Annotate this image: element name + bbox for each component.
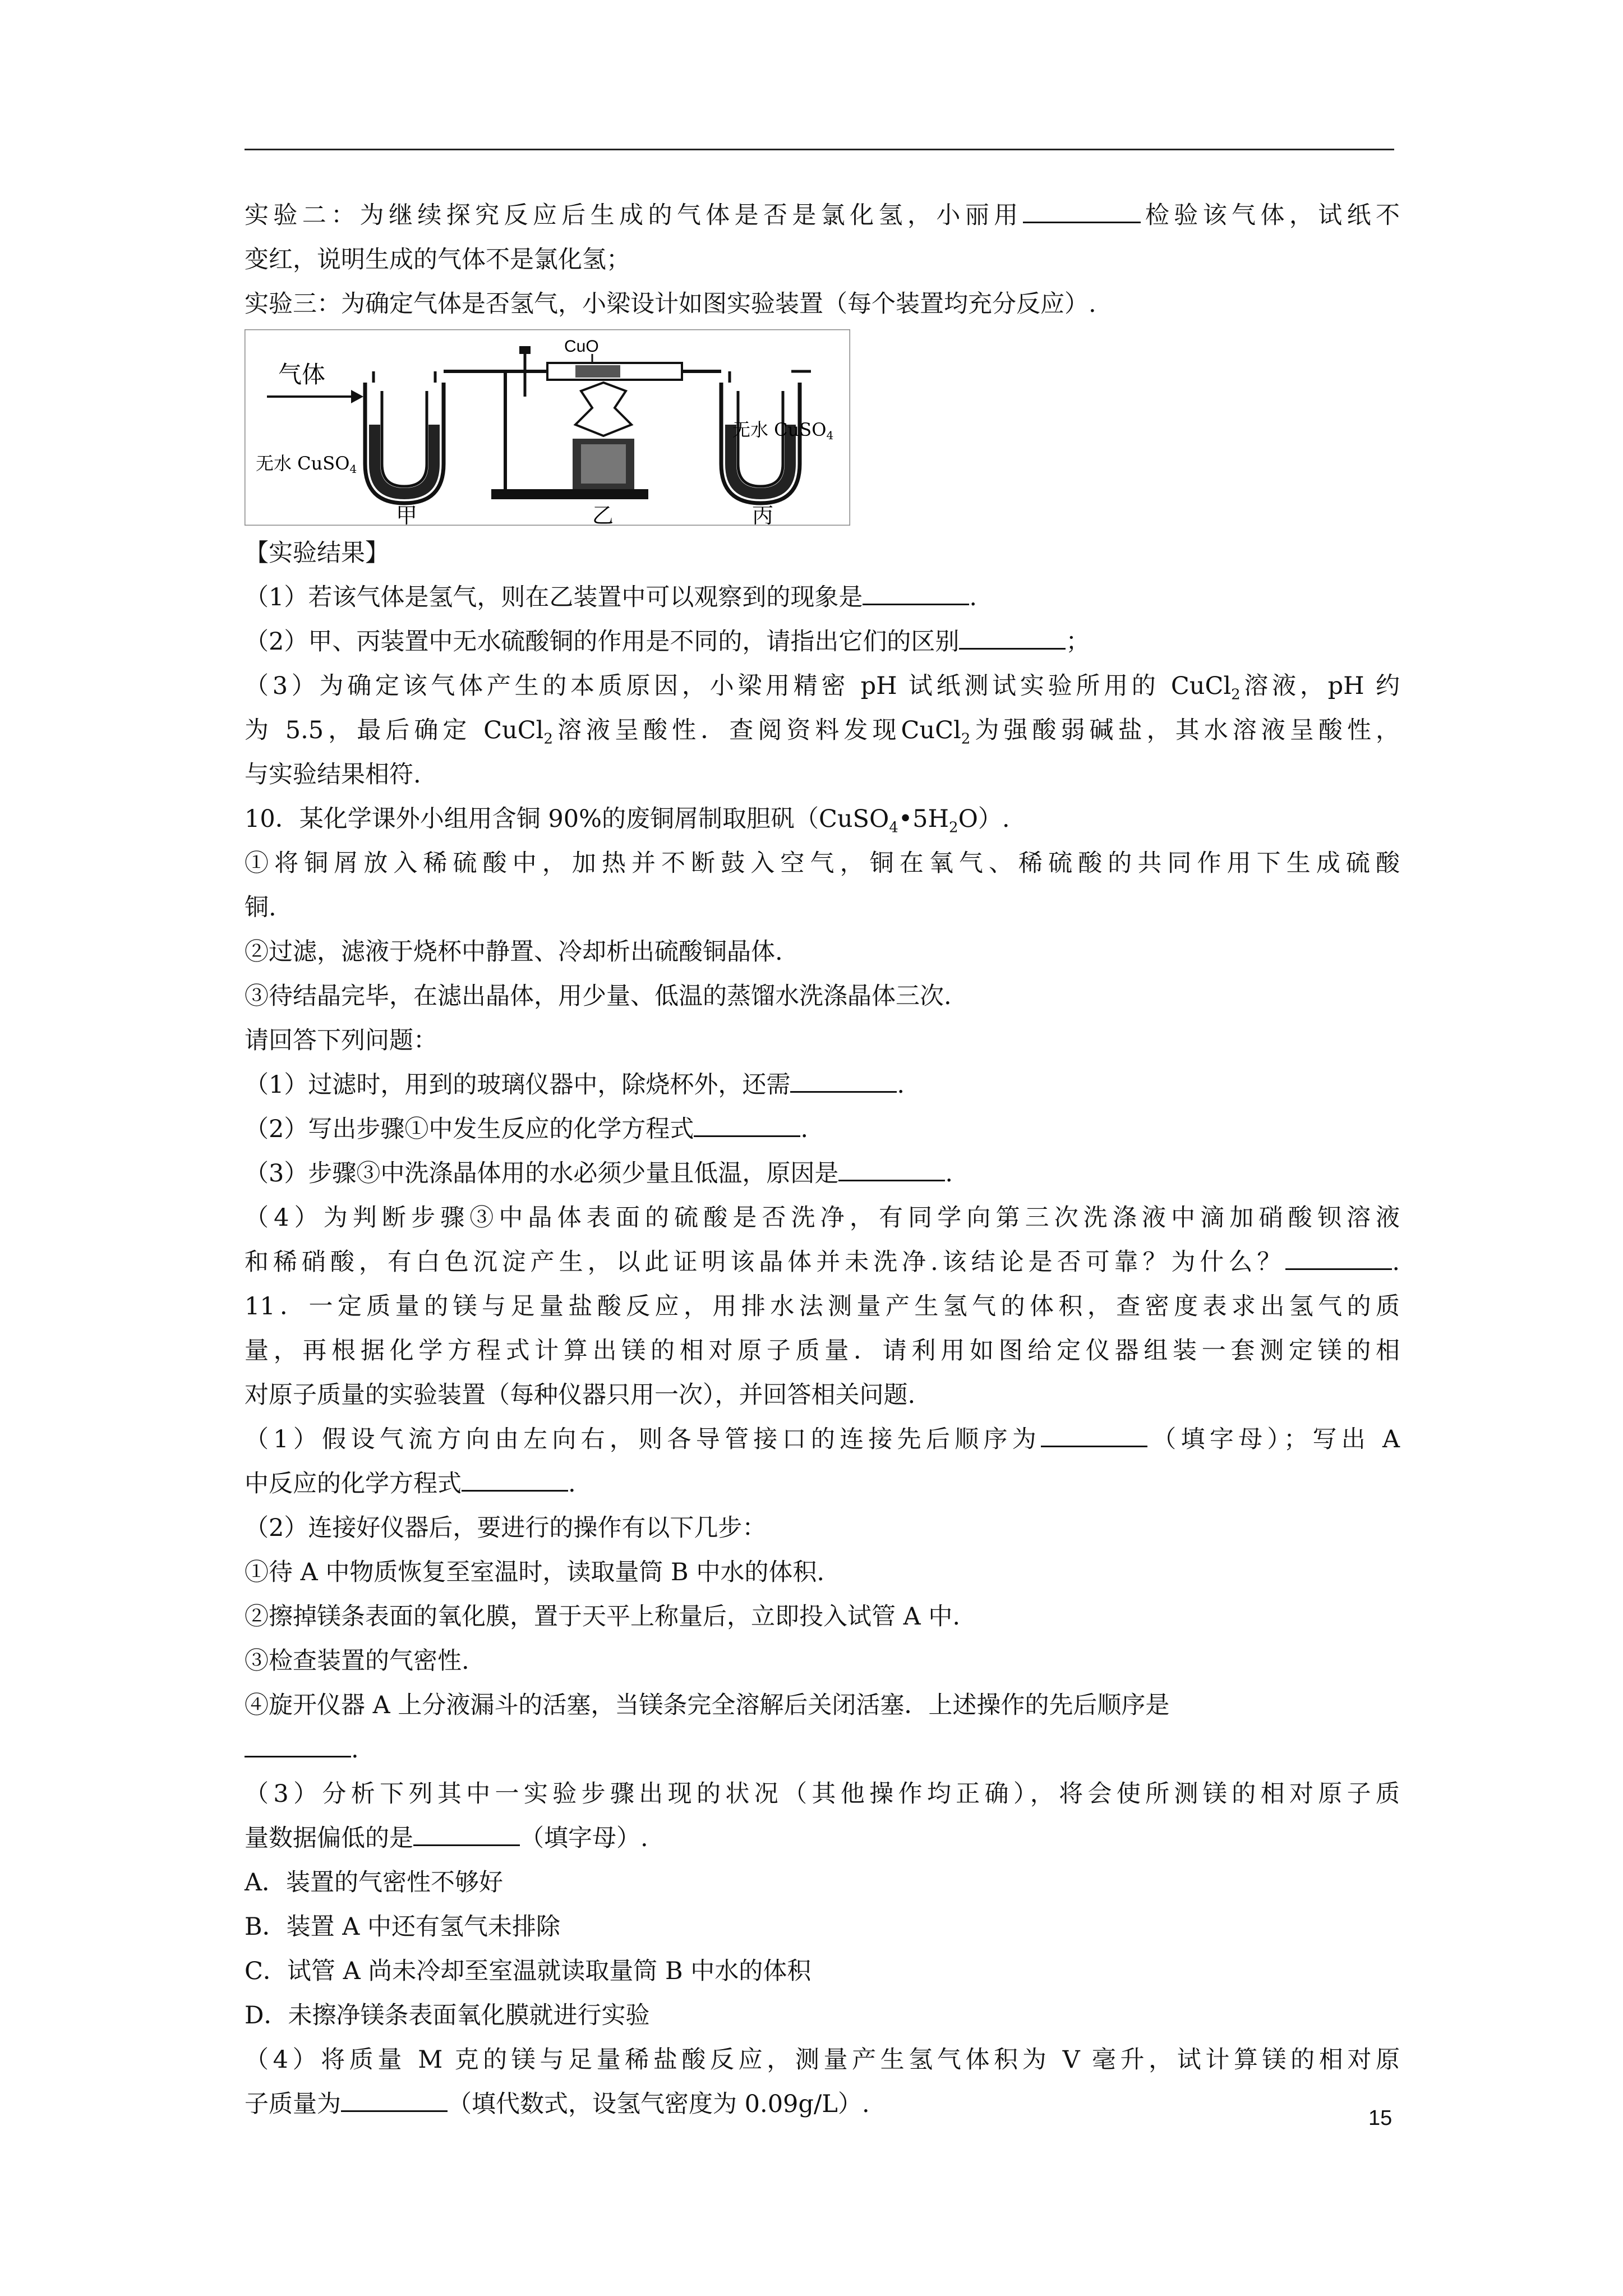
page-content xyxy=(245,194,1400,2127)
apparatus-diagram xyxy=(245,329,850,526)
q11-op3: ③检查装置的气密性. xyxy=(245,1647,469,1675)
left-cuso4-label: 无水 CuSO4 xyxy=(256,453,357,476)
label-bing: 丙 xyxy=(752,503,774,526)
q11-line3: 对原子质量的实验装置（每种仪器只用一次），并回答相关问题. xyxy=(245,1381,916,1409)
answer-blank[interactable] xyxy=(245,1733,351,1757)
gas-label: 气体 xyxy=(278,361,326,388)
q10-step3: ③待结晶完毕，在滤出晶体，用少量、低温的蒸馏水洗涤晶体三次. xyxy=(245,982,952,1010)
answer-blank[interactable] xyxy=(341,2088,448,2112)
result-q3-line1: （3）为确定该气体产生的本质原因，小梁用精密 pH 试纸测试实验所用的 CuCl$_2$溶液，pH 约 xyxy=(245,672,1400,703)
q11-p3-line1: （3）分析下列其中一实验步骤出现的状况（其他操作均正确），将会使所测镁的相对原子质 xyxy=(245,1780,1400,1808)
q11-option-c: C．试管 A 尚未冷却至室温就读取量筒 B 中水的体积 xyxy=(245,1957,811,1985)
q11-p1-line2: 中反应的化学方程式 . xyxy=(245,1462,1400,1506)
q11-option-b: B．装置 A 中还有氢气未排除 xyxy=(245,1913,560,1941)
label-yi: 乙 xyxy=(592,503,614,526)
q11-op2: ②擦掉镁条表面的氧化膜，置于天平上称量后，立即投入试管 A 中. xyxy=(245,1603,961,1631)
q10-p2: （2）写出步骤①中发生反应的化学方程式 . xyxy=(245,1107,1400,1152)
page-number: 15 xyxy=(1368,2106,1393,2130)
q11-op1: ①待 A 中物质恢复至室温时，读取量筒 B 中水的体积. xyxy=(245,1558,824,1586)
answer-blank[interactable] xyxy=(1041,1423,1147,1447)
q10-step1-line1: ①将铜屑放入稀硫酸中，加热并不断鼓入空气，铜在氧气、稀硫酸的共同作用下生成硫酸 xyxy=(245,849,1400,877)
q11-p1-line1: （1）假设气流方向由左向右，则各导管接口的连接先后顺序为 （填字母）；写出 A xyxy=(245,1418,1400,1462)
q11-p2: （2）连接好仪器后，要进行的操作有以下几步： xyxy=(245,1514,767,1542)
q11-option-d: D．未擦净镁条表面氧化膜就进行实验 xyxy=(245,2001,650,2030)
q10-p4-line2: 和稀硝酸，有白色沉淀产生，以此证明该晶体并未洗净.该结论是否可靠？为什么？ . xyxy=(245,1240,1400,1285)
q10-p1: （1）过滤时，用到的玻璃仪器中，除烧杯外，还需 . xyxy=(245,1063,1400,1107)
result-q3-line3: 与实验结果相符. xyxy=(245,761,421,789)
answer-blank[interactable] xyxy=(413,1822,520,1846)
result-q1: （1）若该气体是氢气，则在乙装置中可以观察到的现象是 . xyxy=(245,576,1400,620)
q10-intro: 10．某化学课外小组用含铜 90%的废铜屑制取胆矾$(CuSO_4•5H_2O)$. xyxy=(245,805,1010,836)
exp3-line: 实验三：为确定气体是否氢气，小梁设计如图实验装置（每个装置均充分反应）. xyxy=(245,290,1096,318)
answer-blank[interactable] xyxy=(863,581,969,605)
q10-ask: 请回答下列问题： xyxy=(245,1027,437,1055)
exp2-line1: 实验二：为继续探究反应后生成的气体是否是氯化氢，小丽用 检验该气体，试纸不 xyxy=(245,194,1400,238)
answer-blank[interactable] xyxy=(838,1157,945,1181)
result-q3-line2: 为 5.5，最后确定 CuCl$_2$溶液呈酸性．查阅资料发现CuCl$_2$为强酸弱碱盐，其水溶液呈酸性， xyxy=(245,716,1400,748)
q10-step2: ②过滤，滤液于烧杯中静置、冷却析出硫酸铜晶体. xyxy=(245,938,783,966)
q11-p4-line1: （4）将质量 M 克的镁与足量稀盐酸反应，测量产生氢气体积为 V 毫升，试计算镁的相对原 xyxy=(245,2046,1400,2074)
q10-p4-line1: （4）为判断步骤③中晶体表面的硫酸是否洗净，有同学向第三次洗涤液中滴加硝酸钡溶液 xyxy=(245,1204,1400,1232)
answer-blank[interactable] xyxy=(959,625,1066,650)
right-cuso4-label: 无水 CuSO4 xyxy=(732,419,834,442)
answer-blank[interactable] xyxy=(1023,199,1141,223)
header-rule xyxy=(245,149,1394,150)
answer-blank[interactable] xyxy=(790,1069,897,1093)
result-header: 【实验结果】 xyxy=(245,539,389,567)
q10-p3: （3）步骤③中洗涤晶体用的水必须少量且低温，原因是 . xyxy=(245,1152,1400,1196)
answer-blank[interactable] xyxy=(462,1467,568,1492)
q10-step1-line2: 铜. xyxy=(245,894,276,922)
exp2-line2: 变红，说明生成的气体不是氯化氢； xyxy=(245,246,630,274)
cuo-label: CuO xyxy=(564,337,599,356)
answer-blank[interactable] xyxy=(694,1113,800,1137)
result-q2: （2）甲、丙装置中无水硫酸铜的作用是不同的，请指出它们的区别 ； xyxy=(245,620,1400,664)
q11-op4-line1: ④旋开仪器 A 上分液漏斗的活塞，当镁条完全溶解后关闭活塞．上述操作的先后顺序是 xyxy=(245,1691,1170,1719)
label-jia: 甲 xyxy=(396,503,418,526)
q11-op4-line2: . xyxy=(245,1728,1400,1772)
q11-line2: 量，再根据化学方程式计算出镁的相对原子质量．请利用如图给定仪器组装一套测定镁的相 xyxy=(245,1337,1400,1365)
q11-option-a: A．装置的气密性不够好 xyxy=(245,1869,504,1897)
q11-p3-line2: 量数据偏低的是 （填字母）. xyxy=(245,1816,1400,1861)
q11-line1: 11．一定质量的镁与足量盐酸反应，用排水法测量产生氢气的体积，查密度表求出氢气的质 xyxy=(245,1292,1400,1320)
answer-blank[interactable] xyxy=(1285,1246,1392,1270)
q11-p4-line2: 子质量为 （填代数式，设氢气密度为 0.09g/L）. xyxy=(245,2082,1400,2127)
apparatus-figure-1 xyxy=(245,329,1400,526)
